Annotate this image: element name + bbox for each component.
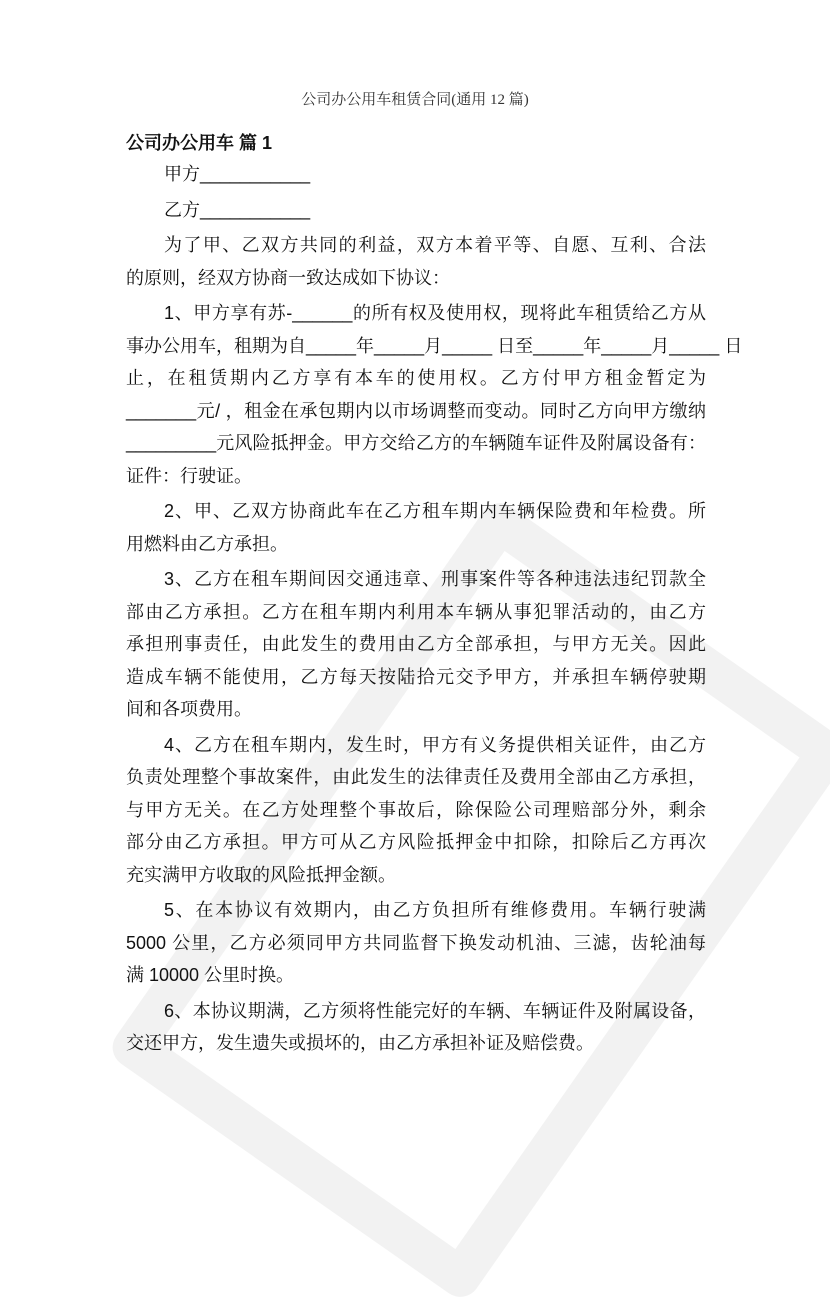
section-heading: 公司办公用车 篇 1 [126, 133, 273, 153]
party-b-field: 乙方___________ [164, 199, 311, 220]
paragraph-line: 证件：行驶证。 [126, 465, 252, 486]
paragraph-line: 部分由乙方承担。甲方可从乙方风险抵押金中扣除，扣除后乙方再次 [126, 832, 706, 852]
paragraph-line: 为了甲、乙双方共同的利益，双方本着平等、自愿、互利、合法 [164, 235, 706, 255]
clause-paragraph [126, 894, 706, 992]
paragraph-line: 1、甲方享有苏-______的所有权及使用权，现将此车租赁给乙方从 [164, 303, 706, 323]
paragraph-line: 承担刑事责任，由此发生的费用由乙方全部承担，与甲方无关。因此 [126, 634, 706, 654]
paragraph-line: 与甲方无关。在乙方处理整个事故后，除保险公司理赔部分外，剩余 [126, 799, 706, 820]
paragraph-line: 满 10000 公里时换。 [126, 965, 295, 985]
clause-paragraph [126, 995, 706, 1060]
paragraph-line: 间和各项费用。 [126, 699, 252, 719]
clauses [126, 229, 743, 1060]
paragraph-line: _______元/ ，租金在承包期内以市场调整而变动。同时乙方向甲方缴纳 [126, 400, 706, 421]
paragraph-line: 止，在租赁期内乙方享有本车的使用权。乙方付甲方租金暂定为 [126, 368, 706, 388]
paragraph-line: 交还甲方，发生遗失或损坏的，由乙方承担补证及赔偿费。 [126, 1033, 594, 1053]
clause-paragraph [126, 229, 706, 294]
paragraph-line: 4、乙方在租车期内，发生时，甲方有义务提供相关证件，由乙方 [164, 734, 706, 755]
clause-paragraph [126, 729, 706, 892]
paragraph-line: 事办公用车，租期为自_____年_____月_____ 日至_____年_____月_____ 日 [126, 335, 743, 356]
paragraph-line: 充实满甲方收取的风险抵押金额。 [126, 864, 396, 885]
paragraph-line: 负责处理整个事故案件，由此发生的法律责任及费用全部由乙方承担， [126, 767, 706, 787]
document-body [126, 158, 743, 1060]
paragraph-line: 5000 公里，乙方必须同甲方共同监督下换发动机油、三滤，齿轮油每 [126, 932, 706, 953]
paragraph-line: _________元风险抵押金。甲方交给乙方的车辆随车证件及附属设备有： [126, 433, 706, 453]
paragraph-line: 用燃料由乙方承担。 [126, 533, 288, 554]
party-a-field: 甲方___________ [164, 164, 311, 184]
clause-paragraph [126, 563, 706, 726]
clause-paragraph [126, 297, 743, 492]
document-title: 公司办公用车租赁合同(通用 12 篇) [301, 92, 529, 108]
paragraph-line: 2、甲、乙双方协商此车在乙方租车期内车辆保险费和年检费。所 [164, 501, 706, 521]
paragraph-line: 的原则，经双方协商一致达成如下协议： [126, 267, 450, 288]
clause-paragraph [126, 495, 706, 560]
paragraph-line: 3、乙方在租车期间因交通违章、刑事案件等各种违法违纪罚款全 [164, 569, 706, 589]
paragraph-line: 5、在本协议有效期内，由乙方负担所有维修费用。车辆行驶满 [164, 900, 706, 920]
paragraph-line: 6、本协议期满，乙方须将性能完好的车辆、车辆证件及附属设备， [164, 1000, 706, 1021]
paragraph-line: 造成车辆不能使用，乙方每天按陆拾元交予甲方，并承担车辆停驶期 [126, 666, 706, 687]
paragraph-line: 部由乙方承担。乙方在租车期内利用本车辆从事犯罪活动的，由乙方 [126, 601, 706, 622]
